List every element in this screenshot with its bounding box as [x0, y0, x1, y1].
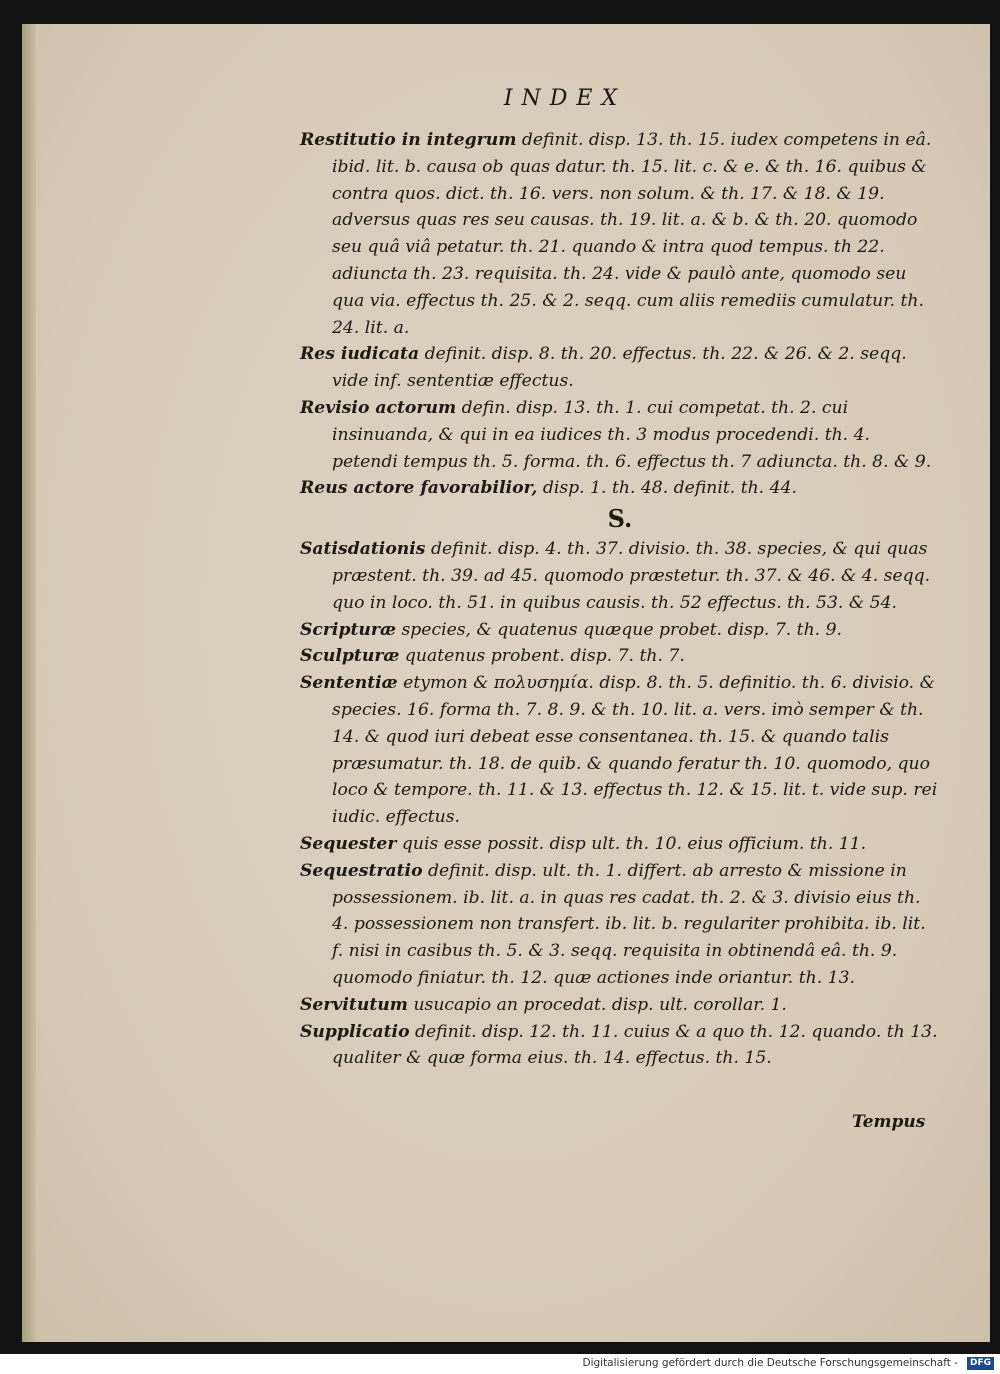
- running-title: INDEX: [503, 86, 627, 111]
- footer-credit: Digitalisierung gefördert durch die Deutsche Forschungsgemeinschaft -: [582, 1357, 958, 1369]
- entry-head: Restitutio in integrum: [300, 130, 517, 150]
- index-entry: [300, 858, 940, 992]
- entry-text: quatenus probent. disp. 7. th. 7.: [399, 646, 685, 667]
- entry-text: usucapio an procedat. disp. ult. corollar. 1.: [407, 994, 787, 1015]
- index-entry: [300, 831, 940, 858]
- entry-head: Reus actore favorabilior,: [300, 478, 538, 499]
- entry-text: definit. disp. 8. th. 20. effectus. th. 22. & 26. & 2. seqq. vide inf. sententiæ effectus.: [332, 344, 907, 392]
- index-entry: [300, 475, 940, 502]
- index-entry: [300, 127, 940, 341]
- entry-head: Sequestratio: [300, 860, 423, 881]
- entry-head: Sculpturæ: [300, 646, 400, 667]
- footer-bar: [0, 1354, 1000, 1374]
- index-entry: [300, 643, 940, 670]
- index-entry: [300, 617, 940, 644]
- index-entry: [300, 1019, 940, 1073]
- entry-head: Servitutum: [300, 994, 408, 1015]
- entry-head: Res iudicata: [300, 344, 420, 365]
- index-entry: [300, 670, 940, 831]
- entry-head: Satisdationis: [300, 539, 426, 560]
- entry-text: quis esse possit. disp ult. th. 10. eius officium. th. 11.: [396, 833, 867, 854]
- index-entry: [300, 341, 940, 395]
- entry-text: definit. disp. 12. th. 11. cuius & a quo th. 12. quando. th 13. qualiter & quæ forma eius. th. 14. effectus. th. 15.: [332, 1021, 938, 1069]
- section-letter: S.: [607, 504, 633, 534]
- entry-text: disp. 1. th. 48. definit. th. 44.: [537, 478, 797, 499]
- page-gutter: [22, 24, 36, 1342]
- entry-head: Sententiæ: [300, 673, 398, 694]
- entry-text: defin. disp. 13. th. 1. cui competat. th. 2. cui insinuanda, & qui in ea iudices th. 3 modus procedendi. th. 4. petendi tempus th. 5. forma. th. 6. effectus th. 7 adiuncta. th. 8. & 9.: [332, 397, 932, 472]
- entry-head: Supplicatio: [300, 1021, 410, 1042]
- entry-head: Scripturæ: [300, 619, 396, 640]
- entry-text: definit. disp. 4. th. 37. divisio. th. 38. species, & qui quas præstent. th. 39. ad 45. quomodo præstetur. th. 37. & 46. & 4. seqq. quo in loco. th. 51. in quibus causis. th. 52 effectus. th. 53. & 54.: [332, 539, 931, 613]
- entry-text: species, & quatenus quæque probet. disp. 7. th. 9.: [395, 619, 842, 640]
- index-entry: [300, 992, 940, 1019]
- entry-text: definit. disp. ult. th. 1. differt. ab arresto & missione in possessionem. ib. lit. a. in quas res cadat. th. 2. & 3. divisio eius th. 4. possessionem non transfert. ib. lit. b. regulariter prohibita. ib. lit. f. nisi in casibus th. 5. & 3. seqq. requisita in obtinendâ eâ. th. 9. quomodo finiatur. th. 12. quæ actiones inde oriantur. th. 13.: [332, 860, 926, 988]
- entry-text: etymon & πολυσημία. disp. 8. th. 5. definitio. th. 6. divisio. & species. 16. forma th. 7. 8. 9. & th. 10. lit. a. vers. imò semper & th. 14. & quod iuri debeat esse consentanea. th. 15. & quando talis præsumatur. th. 18. de quib. & quando feratur th. 10. quomodo, quo loco & tempore. th. 11. & 13. effectus th. 12. & 15. lit. t. vide sup. rei iudic. effectus.: [332, 673, 938, 828]
- entry-head: Revisio actorum: [300, 397, 457, 418]
- dfg-logo: DFG: [967, 1357, 994, 1370]
- index-entry: [300, 536, 940, 616]
- catchword: Tempus: [852, 1112, 926, 1132]
- entry-text: definit. disp. 13. th. 15. iudex competens in eâ. ibid. lit. b. causa ob quas datur. th. 15. lit. c. & e. & th. 16. quibus & contra quos. dict. th. 16. vers. non solum. & th. 17. & 18. & 19. adversus quas res seu causas. th. 19. lit. a. & b. & th. 20. quomodo seu quâ viâ petatur. th. 21. quando & intra quod tempus. th 22. adiuncta th. 23. requisita. th. 24. vide & paulò ante, quomodo seu qua via. effectus th. 25. & 2. seqq. cum aliis remediis cumulatur. th. 24. lit. a.: [332, 130, 932, 338]
- entry-head: Sequester: [300, 833, 397, 854]
- index-entries: [300, 127, 940, 1072]
- index-entry: [300, 395, 940, 475]
